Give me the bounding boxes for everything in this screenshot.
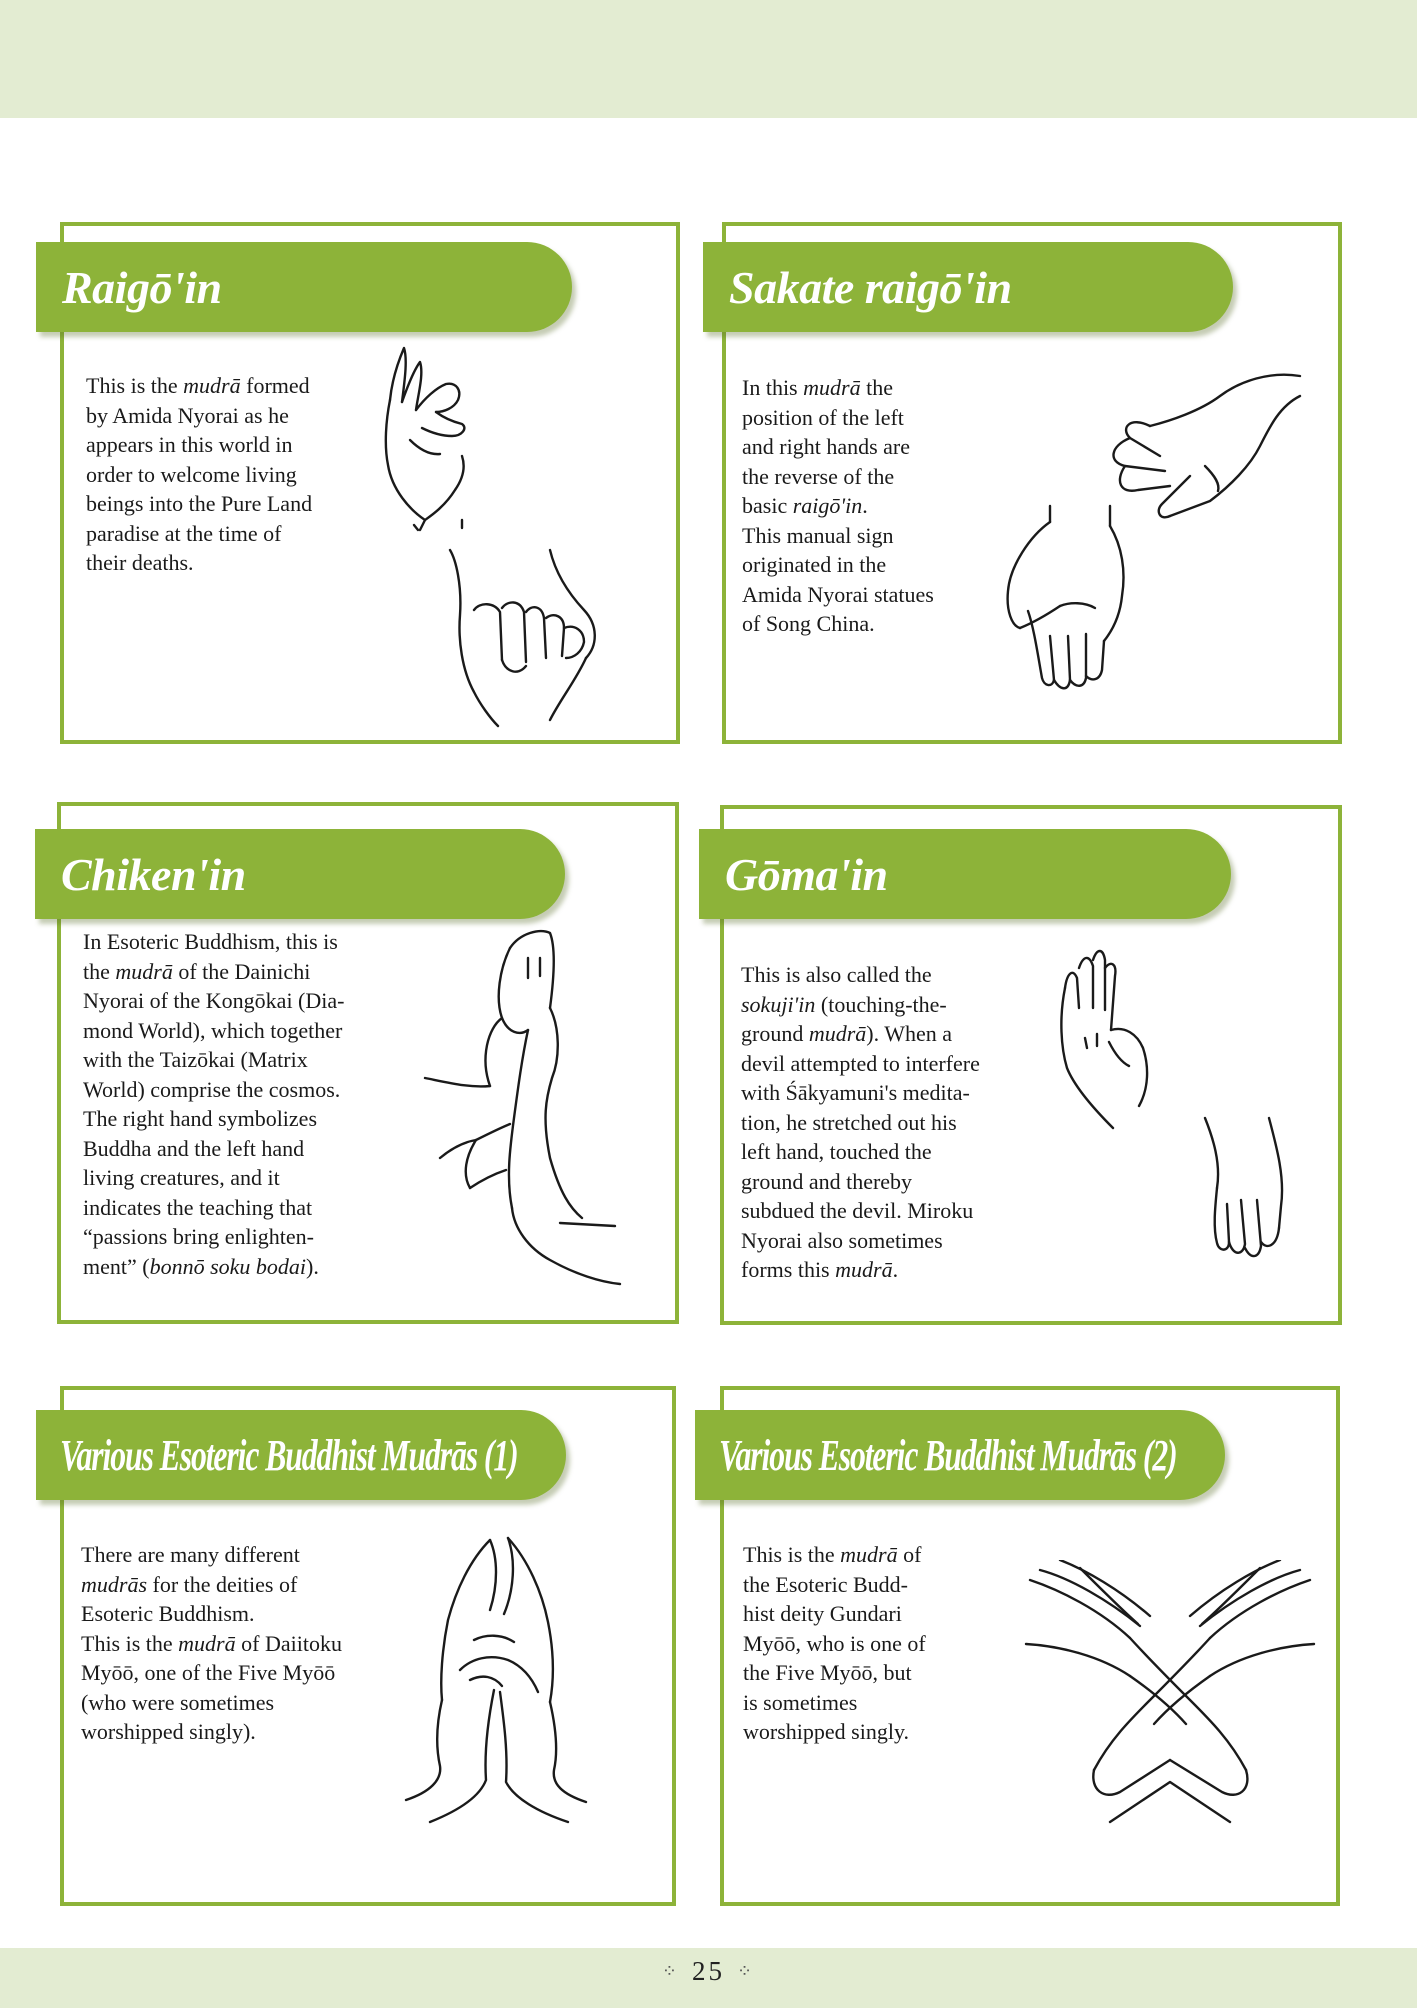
text-segment: order to welcome living <box>86 461 297 487</box>
text-line <box>83 957 344 987</box>
text-segment: tion, he stretched out his <box>741 1109 957 1135</box>
text-segment: Nyorai of the Kongōkai (Dia- <box>83 988 345 1013</box>
text-line <box>81 1688 342 1718</box>
text-line <box>81 1570 342 1600</box>
text-line <box>86 430 312 460</box>
text-line <box>83 927 344 957</box>
ornament-right-icon: ⁘ <box>737 1961 756 1981</box>
text-line <box>742 373 934 403</box>
text-line <box>83 1134 344 1164</box>
text-line <box>743 1658 926 1688</box>
text-segment: with the Taizōkai (Matrix <box>83 1047 308 1072</box>
text-segment: “passions bring enlighten- <box>83 1224 314 1249</box>
text-segment: the <box>83 958 116 984</box>
text-line <box>86 519 312 549</box>
panel-title-text: Various Esoteric Buddhist Mudrās (1) <box>60 1430 518 1480</box>
panel-body-text <box>81 1540 342 1747</box>
text-segment: worshipped singly. <box>743 1719 910 1744</box>
text-segment: forms this <box>741 1257 836 1282</box>
text-segment: appears in this world in <box>86 432 293 457</box>
text-line <box>83 1193 344 1223</box>
top-header-band <box>0 0 1417 118</box>
text-line <box>81 1658 342 1688</box>
text-segment: mudrā <box>178 1630 236 1656</box>
text-segment: ground and thereby <box>741 1168 913 1194</box>
text-segment: bonnō soku bodai <box>149 1253 307 1279</box>
text-line <box>741 960 980 990</box>
text-line <box>83 1075 344 1105</box>
text-segment: Esoteric Buddhism. <box>81 1601 255 1626</box>
text-line <box>741 1167 980 1197</box>
text-segment: This is the <box>81 1630 179 1656</box>
text-segment: originated in the <box>742 552 887 577</box>
text-segment: for the deities of <box>147 1571 298 1597</box>
text-segment: beings into the Pure Land <box>86 491 313 516</box>
text-segment: of the Dainichi <box>172 958 311 984</box>
text-segment: mudrā <box>808 1021 867 1046</box>
panel-title: Sakate raigō'in <box>703 242 1233 332</box>
text-segment: left hand, touched the <box>741 1139 932 1164</box>
text-segment: (who were sometimes <box>81 1689 275 1715</box>
page-number <box>0 1956 1417 1987</box>
text-segment: position of the left <box>742 404 904 430</box>
text-segment: hist deity Gundari <box>743 1601 902 1626</box>
text-segment: formed <box>240 373 310 398</box>
text-segment: . <box>862 493 868 518</box>
text-line <box>742 491 934 521</box>
text-segment: living creatures, and it <box>83 1165 280 1190</box>
text-line <box>741 1078 980 1108</box>
text-segment: This manual sign <box>742 522 894 548</box>
text-segment: devil attempted to interfere <box>741 1050 980 1076</box>
text-line <box>742 462 934 492</box>
text-line <box>83 1045 344 1075</box>
text-segment: raigō'in <box>792 493 863 518</box>
text-line <box>741 1226 980 1256</box>
text-line <box>86 401 312 431</box>
panel-title: Gōma'in <box>699 829 1231 919</box>
text-line <box>742 609 934 639</box>
text-segment: the reverse of the <box>742 463 895 489</box>
text-line <box>742 580 934 610</box>
panel-title: Raigō'in <box>36 242 572 332</box>
sakate-raigoin-hands-illustration <box>990 366 1310 706</box>
text-segment: sokuji'in <box>741 991 816 1017</box>
text-line <box>83 1104 344 1134</box>
text-line <box>86 489 312 519</box>
text-segment: ). <box>306 1253 319 1279</box>
text-line <box>741 1019 980 1049</box>
panel-body-text <box>742 373 934 639</box>
text-segment: This is the <box>86 373 184 398</box>
text-segment: Amida Nyorai statues <box>742 581 934 607</box>
text-segment: This is also called the <box>741 962 932 987</box>
daiitoku-mudra-hands-illustration <box>390 1530 610 1830</box>
text-line <box>743 1540 926 1570</box>
text-segment: This is the <box>743 1542 841 1567</box>
text-segment: their deaths. <box>86 550 194 575</box>
text-line <box>81 1629 342 1659</box>
text-segment: mudrā <box>183 373 241 398</box>
text-line <box>741 1108 980 1138</box>
text-segment: the Esoteric Budd- <box>743 1571 908 1597</box>
text-line <box>741 1255 980 1285</box>
text-line <box>83 986 344 1016</box>
panel-title <box>36 1410 566 1500</box>
chikenin-hands-illustration <box>410 918 630 1298</box>
gundari-mudra-hands-illustration <box>1020 1560 1320 1860</box>
text-segment: of Daiitoku <box>235 1630 342 1656</box>
page-number-value: 25 <box>692 1956 725 1986</box>
text-segment: basic <box>742 493 793 518</box>
text-segment: of Song China. <box>742 611 875 636</box>
text-line <box>741 1137 980 1167</box>
text-segment: World) comprise the cosmos. <box>83 1076 341 1102</box>
text-segment: In Esoteric Buddhism, this is <box>83 929 338 954</box>
panel-title-text: Various Esoteric Buddhist Mudrās (2) <box>719 1430 1177 1480</box>
text-line <box>83 1252 344 1282</box>
text-segment: the Five Myōō, but <box>743 1660 912 1685</box>
text-line <box>83 1222 344 1252</box>
text-segment: of <box>897 1542 922 1567</box>
text-line <box>86 460 312 490</box>
text-line <box>83 1163 344 1193</box>
text-line <box>743 1599 926 1629</box>
text-segment: Buddha and the left hand <box>83 1135 305 1161</box>
text-line <box>81 1599 342 1629</box>
text-segment: mond World), which together <box>83 1017 343 1043</box>
text-line <box>741 1196 980 1226</box>
text-segment: mudrā <box>835 1257 893 1282</box>
text-segment: indicates the teaching that <box>83 1194 313 1220</box>
text-line <box>743 1717 926 1747</box>
panel-body-text <box>743 1540 926 1747</box>
panel-body-text <box>86 371 312 578</box>
text-line <box>742 403 934 433</box>
text-segment: mudrā <box>115 958 173 984</box>
text-line <box>741 1049 980 1079</box>
text-segment: worshipped singly). <box>81 1719 256 1744</box>
panel-body-text <box>741 960 980 1285</box>
text-segment: ment” ( <box>83 1253 150 1279</box>
text-segment: ). When a <box>866 1021 953 1046</box>
text-segment: Myōō, who is one of <box>743 1630 926 1656</box>
text-segment: Nyorai also sometimes <box>741 1227 943 1253</box>
text-segment: with Śākyamuni's medita- <box>741 1080 970 1105</box>
text-segment: mudrā <box>803 375 861 400</box>
text-line <box>743 1570 926 1600</box>
panel-title: Chiken'in <box>35 829 565 919</box>
text-segment: by Amida Nyorai as he <box>86 402 289 428</box>
text-line <box>81 1540 342 1570</box>
text-line <box>83 1016 344 1046</box>
text-line <box>86 371 312 401</box>
text-segment: paradise at the time of <box>86 520 282 546</box>
text-line <box>741 990 980 1020</box>
text-line <box>743 1688 926 1718</box>
text-line <box>86 548 312 578</box>
text-segment: (touching-the- <box>815 991 947 1017</box>
ornament-left-icon: ⁘ <box>661 1961 680 1981</box>
gomain-hands-illustration <box>1045 938 1305 1298</box>
text-line <box>81 1717 342 1747</box>
panel-body-text <box>83 927 344 1281</box>
text-segment: There are many different <box>81 1542 300 1567</box>
text-segment: In this <box>742 375 804 400</box>
text-line <box>742 550 934 580</box>
raigoin-hands-illustration <box>370 340 670 730</box>
text-line <box>743 1629 926 1659</box>
text-segment: mudrās <box>81 1571 148 1597</box>
text-segment: ground <box>741 1021 809 1046</box>
text-line <box>742 432 934 462</box>
text-segment: the <box>860 375 893 400</box>
text-segment: and right hands are <box>742 434 910 459</box>
text-segment: Myōō, one of the Five Myōō <box>81 1660 336 1685</box>
text-segment: The right hand symbolizes <box>83 1106 318 1131</box>
text-segment: is sometimes <box>743 1689 858 1715</box>
text-segment: . <box>892 1257 899 1282</box>
text-line <box>742 521 934 551</box>
text-segment: mudrā <box>840 1542 898 1567</box>
text-segment: subdued the devil. Miroku <box>741 1198 974 1223</box>
panel-title <box>695 1410 1225 1500</box>
